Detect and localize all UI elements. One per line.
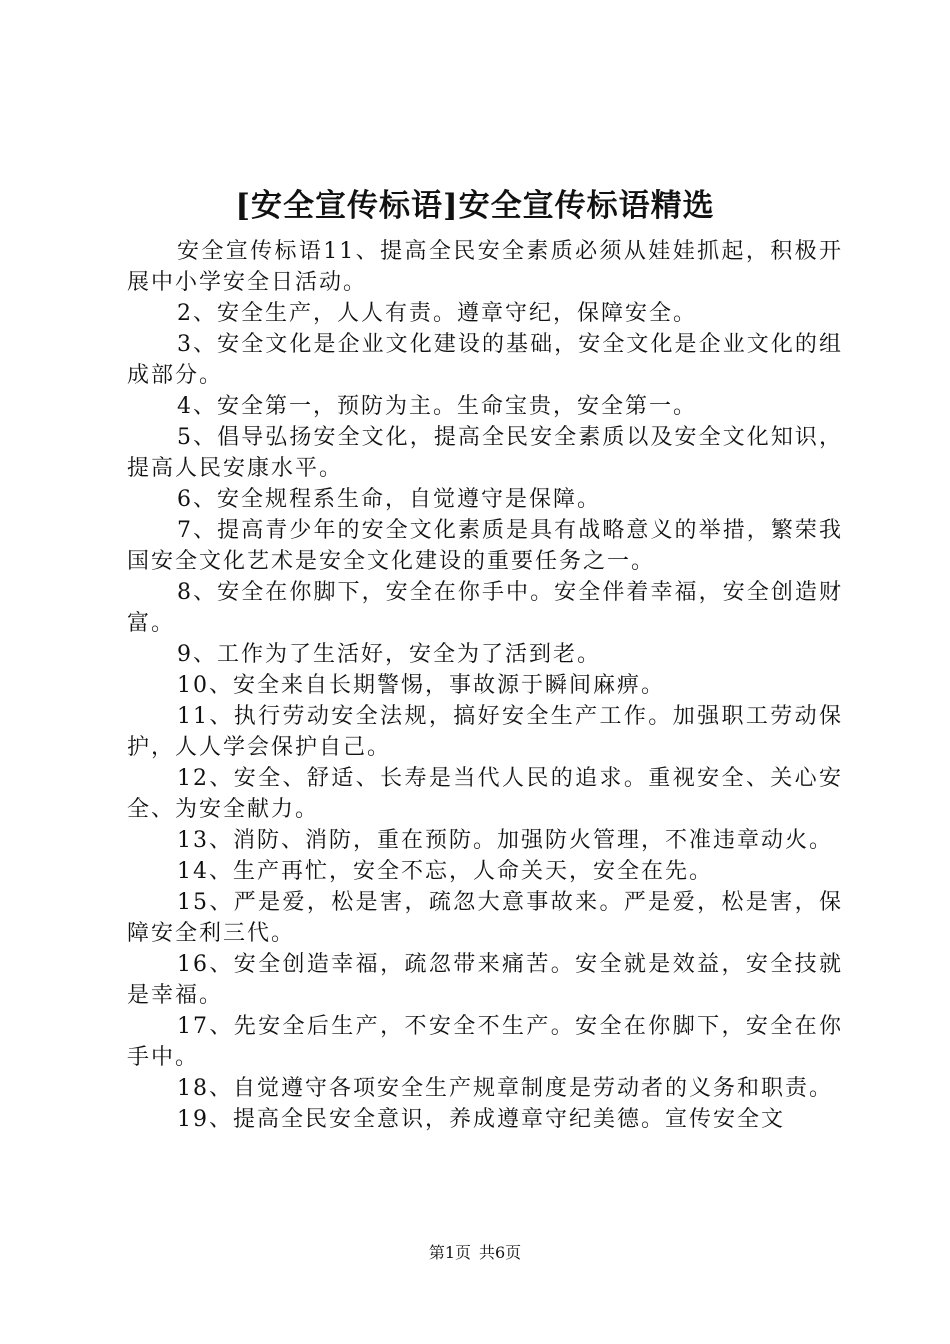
page-total: 共6页 (479, 1243, 522, 1262)
paragraph-12: 12、安全、舒适、长寿是当代人民的追求。重视安全、关心安全、为安全献力。 (127, 766, 843, 822)
paragraph-8: 8、安全在你脚下，安全在你手中。安全伴着幸福，安全创造财富。 (127, 580, 843, 636)
paragraph-6: 6、安全规程系生命，自觉遵守是保障。 (177, 487, 601, 512)
paragraph-9: 9、工作为了生活好，安全为了活到老。 (177, 642, 601, 667)
paragraph-7: 7、提高青少年的安全文化素质是具有战略意义的举措，繁荣我国安全文化艺术是安全文化建设的重要任务之一。 (127, 518, 843, 574)
paragraph-13: 13、消防、消防，重在预防。加强防火管理，不准违章动火。 (177, 828, 833, 853)
page-footer (0, 1241, 950, 1265)
paragraph-16: 16、安全创造幸福，疏忽带来痛苦。安全就是效益，安全技就是幸福。 (127, 952, 843, 1008)
paragraph-1: 安全宣传标语11、提高全民安全素质必须从娃娃抓起，积极开展中小学安全日活动。 (127, 239, 843, 295)
paragraph-17: 17、先安全后生产，不安全不生产。安全在你脚下，安全在你手中。 (127, 1014, 843, 1070)
paragraph-3: 3、安全文化是企业文化建设的基础，安全文化是企业文化的组成部分。 (127, 332, 843, 388)
paragraph-18: 18、自觉遵守各项安全生产规章制度是劳动者的义务和职责。 (177, 1076, 833, 1101)
document-title: [安全宣传标语]安全宣传标语精选 (235, 188, 715, 224)
paragraph-11: 11、执行劳动安全法规，搞好安全生产工作。加强职工劳动保护，人人学会保护自己。 (127, 704, 843, 760)
paragraph-5: 5、倡导弘扬安全文化，提高全民安全素质以及安全文化知识，提高人民安康水平。 (127, 425, 843, 481)
paragraph-14: 14、生产再忙，安全不忘，人命关天，安全在先。 (177, 859, 713, 884)
paragraph-2: 2、安全生产，人人有责。遵章守纪，保障安全。 (177, 301, 697, 326)
paragraph-10: 10、安全来自长期警惕，事故源于瞬间麻痹。 (177, 673, 665, 698)
paragraph-4: 4、安全第一，预防为主。生命宝贵，安全第一。 (177, 394, 697, 419)
paragraph-15: 15、严是爱，松是害，疏忽大意事故来。严是爱，松是害，保障安全利三代。 (127, 890, 843, 946)
page-number: 第1页 (428, 1243, 471, 1262)
paragraph-19: 19、提高全民安全意识，养成遵章守纪美德。宣传安全文 (177, 1107, 785, 1132)
document-body (127, 236, 843, 1135)
